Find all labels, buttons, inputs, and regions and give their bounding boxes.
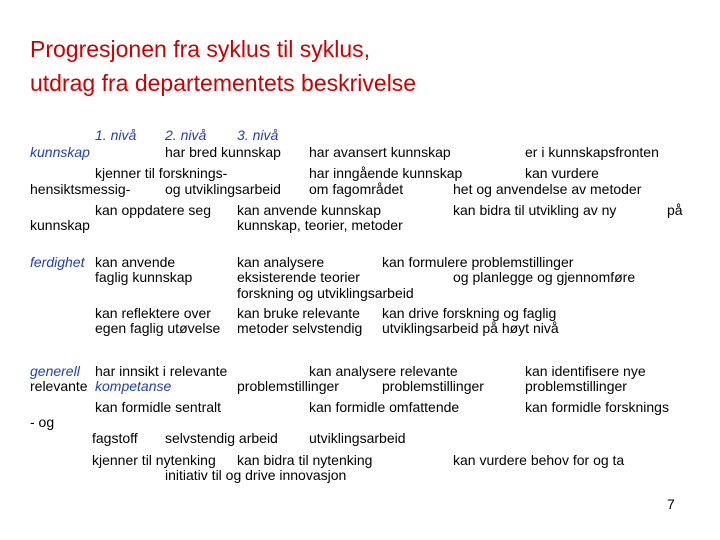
generell-cell: kan formidle sentralt (95, 399, 222, 415)
generell-cell: problemstillinger (382, 378, 484, 394)
ferdighet-cell: kan anvende (95, 254, 176, 270)
generell-cell: - og (30, 414, 55, 430)
generell-cell: kan bidra til nytenking (237, 452, 373, 468)
ferdighet-cell: utviklingsarbeid på høyt nivå (382, 320, 559, 336)
generell-cell: kjenner til nytenking (92, 452, 216, 468)
generell-cell: kan formidle forsknings (525, 399, 669, 415)
kompetanse-label: kompetanse (95, 378, 172, 394)
generell-cell: fagstoff (92, 430, 138, 446)
kunnskap-cell: kunnskap, teorier, metoder (237, 217, 403, 233)
generell-cell: problemstillinger (525, 378, 627, 394)
kunnskap-cell: er i kunnskapsfronten (525, 144, 659, 160)
kunnskap-cell: kan vurdere (525, 165, 599, 181)
kunnskap-cell: kan anvende kunnskap (237, 202, 381, 218)
slide-title-line-2: utdrag fra departementets beskrivelse (30, 70, 417, 96)
kunnskap-label: kunnskap (30, 144, 90, 160)
kunnskap-cell: har avansert kunnskap (309, 144, 451, 160)
generell-cell: selvstendig arbeid (165, 430, 278, 446)
kunnskap-cell: og utviklingsarbeid (165, 181, 281, 197)
kunnskap-cell: på (667, 202, 683, 218)
ferdighet-cell: kan analysere (237, 254, 325, 270)
generell-cell: kan analysere relevante (309, 363, 458, 379)
ferdighet-cell: kan drive forskning og faglig (382, 305, 557, 321)
kunnskap-cell: kjenner til forsknings- (95, 165, 228, 181)
level-3-header: 3. nivå (237, 127, 279, 143)
ferdighet-cell: og planlegge og gjennomføre (453, 269, 636, 285)
level-1-header: 1. nivå (95, 127, 137, 143)
generell-cell: relevante (30, 378, 88, 394)
ferdighet-cell: forskning og utviklingsarbeid (237, 285, 414, 301)
kunnskap-cell: har inngående kunnskap (309, 165, 463, 181)
ferdighet-cell: faglig kunnskap (95, 269, 193, 285)
ferdighet-cell: kan bruke relevante (237, 305, 360, 321)
ferdighet-cell: kan formulere problemstillinger (382, 254, 574, 270)
slide-title-line-1: Progresjonen fra syklus til syklus, (30, 36, 371, 62)
level-2-header: 2. nivå (165, 127, 207, 143)
ferdighet-cell: egen faglig utøvelse (95, 320, 221, 336)
generell-cell: kan identifisere nye (525, 363, 646, 379)
ferdighet-cell: metoder selvstendig (237, 320, 363, 336)
kunnskap-cell: har bred kunnskap (165, 144, 281, 160)
generell-cell: kan vurdere behov for og ta (453, 452, 625, 468)
ferdighet-cell: eksisterende teorier (237, 269, 360, 285)
generell-cell: har innsikt i relevante (95, 363, 228, 379)
ferdighet-cell: kan reflektere over (95, 305, 211, 321)
kunnskap-cell: het og anvendelse av metoder (453, 181, 642, 197)
kunnskap-cell: hensiktsmessig- (30, 181, 131, 197)
kunnskap-cell: kunnskap (30, 217, 90, 233)
generell-cell: problemstillinger (237, 378, 339, 394)
page-number: 7 (667, 496, 675, 512)
kunnskap-cell: om fagområdet (309, 181, 404, 197)
generell-cell: kan formidle omfattende (309, 399, 460, 415)
generell-cell: utviklingsarbeid (309, 430, 406, 446)
kunnskap-cell: kan bidra til utvikling av ny (453, 202, 617, 218)
generell-label: generell (30, 363, 80, 379)
kunnskap-cell: kan oppdatere seg (95, 202, 211, 218)
generell-cell: initiativ til og drive innovasjon (165, 467, 347, 483)
ferdighet-label: ferdighet (30, 254, 85, 270)
